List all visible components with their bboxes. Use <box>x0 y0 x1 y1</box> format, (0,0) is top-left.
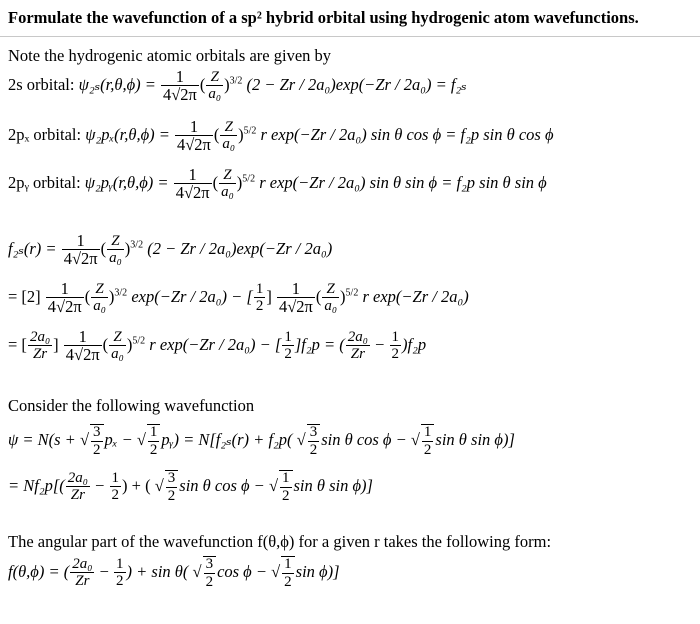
psi-lhs: ψ₂ₛ(r,θ,ϕ) = <box>78 75 156 95</box>
psi-equation-line-2: = Nf₂p[( $\frac{\text{2a₀}}{Zr}$ − $\frac{1}{2}$ ) + ( √ $\frac{3}{2}$ sin θ cos ϕ − √ $\frac{1}{2}$ sin θ sin ϕ)] <box>8 469 373 504</box>
orbital-tail: r exp(−Zr / 2a₀) sin θ cos ϕ = f₂p sin θ cos ϕ <box>260 125 554 145</box>
power: 3/2 <box>229 75 243 87</box>
orbital-2px-equation: 2pₓ orbital: ψ₂pₓ(r,θ,ϕ) = $\frac{1}{4√2\pi}$ ( $\frac{Z}{\text{a₀}}$ )$^{5/2}$ r exp(−Zr / 2a₀) sin θ cos ϕ = f₂p sin θ cos ϕ <box>8 117 554 155</box>
angular-equation: f(θ,ϕ) = ( $\frac{\text{2a₀}}{Zr}$ − $\frac{1}{2}$ ) + sin θ( √ $\frac{3}{2}$ cos ϕ − √ $\frac{1}{2}$ sin ϕ)] <box>8 555 340 590</box>
orbital-2py-equation: 2pᵧ orbital: ψ₂pᵧ(r,θ,ϕ) = $\frac{1}{4√2\pi}$ ( $\frac{Z}{\text{a₀}}$ )$^{5/2}$ r exp(−Zr / 2a₀) sin θ sin ϕ = f₂p sin θ sin ϕ <box>8 165 547 203</box>
question-title: Formulate the wavefunction of a sp² hybrid orbital using hydrogenic atom wavefunctions. <box>8 8 639 27</box>
psi-lhs: ψ₂pᵧ(r,θ,ϕ) = <box>84 173 169 193</box>
orbital-tail: r exp(−Zr / 2a₀) sin θ sin ϕ = f₂p sin θ sin ϕ <box>259 173 547 193</box>
f2s-line-2: = [2] $\frac{1}{4√2\pi}$ ( $\frac{Z}{\text{a₀}}$ )$^{3/2}$ exp(−Zr / 2a₀) − [ $\frac{1}{2}$ ] $\frac{1}{4√2\pi}$ ( $\frac{Z}{\text{a₀}}$ )$^{5/2}$ r exp(−Zr / 2a₀) <box>8 279 469 317</box>
consider-text: Consider the following wavefunction <box>8 396 255 415</box>
power: 5/2 <box>243 125 257 137</box>
power: 5/2 <box>242 173 256 185</box>
orbital-tail: (2 − Zr / 2a₀)exp(−Zr / 2a₀) = f₂ₛ <box>246 75 467 95</box>
orbital-label: 2pₓ orbital: <box>8 125 82 145</box>
z-over-a0: $\frac{Z}{\text{a₀}}$ <box>221 166 234 201</box>
orbital-label: 2pᵧ orbital: <box>8 173 81 193</box>
coefficient-fraction: $\frac{1}{4√2\pi}$ <box>162 67 197 105</box>
orbital-2s-equation: 2s orbital: ψ₂ₛ(r,θ,ϕ) = $\frac{1}{4√2\pi}$ ( $\frac{Z}{\text{a₀}}$ )$^{3/2}$ (2 − Zr / 2a₀)exp(−Zr / 2a₀) = f₂ₛ <box>8 67 467 105</box>
coefficient-fraction: $\frac{1}{4√2\pi}$ <box>177 117 211 155</box>
coefficient-fraction: $\frac{1}{4√2\pi}$ <box>175 165 210 203</box>
angular-text: The angular part of the wavefunction f(θ,ϕ) for a given r takes the following form: <box>8 532 552 551</box>
psi-lhs: ψ₂pₓ(r,θ,ϕ) = <box>85 125 170 145</box>
note-text: Note the hydrogenic atomic orbitals are given by <box>8 46 332 65</box>
f2s-line-3: = [ $\frac{\text{2a₀}}{Zr}$ ] $\frac{1}{4√2\pi}$ ( $\frac{Z}{\text{a₀}}$ )$^{5/2}$ r exp(−Zr / 2a₀) − [ $\frac{1}{2}$ ]f₂p = ( $\frac{\text{2a₀}}{Zr}$ − $\frac{1}{2}$ )f₂p <box>8 327 427 365</box>
title-divider <box>0 36 700 37</box>
z-over-a0: $\frac{Z}{\text{a₀}}$ <box>222 118 236 153</box>
f2s-line-1: f₂ₛ(r) = $\frac{1}{4√2\pi}$ ( $\frac{Z}{\text{a₀}}$ )$^{3/2}$ (2 − Zr / 2a₀)exp(−Zr / 2a₀) <box>8 231 333 269</box>
psi-equation-line-1: ψ = N(s + √ $\frac{3}{2}$ pₓ − √ $\frac{1}{2}$ pᵧ) = N[f₂ₛ(r) + f₂p( √ $\frac{3}{2}$ sin θ cos ϕ − √ $\frac{1}{2}$ sin θ sin ϕ)] <box>8 424 515 458</box>
z-over-a0: $\frac{Z}{\text{a₀}}$ <box>208 68 222 103</box>
orbital-label: 2s orbital: <box>8 75 75 95</box>
